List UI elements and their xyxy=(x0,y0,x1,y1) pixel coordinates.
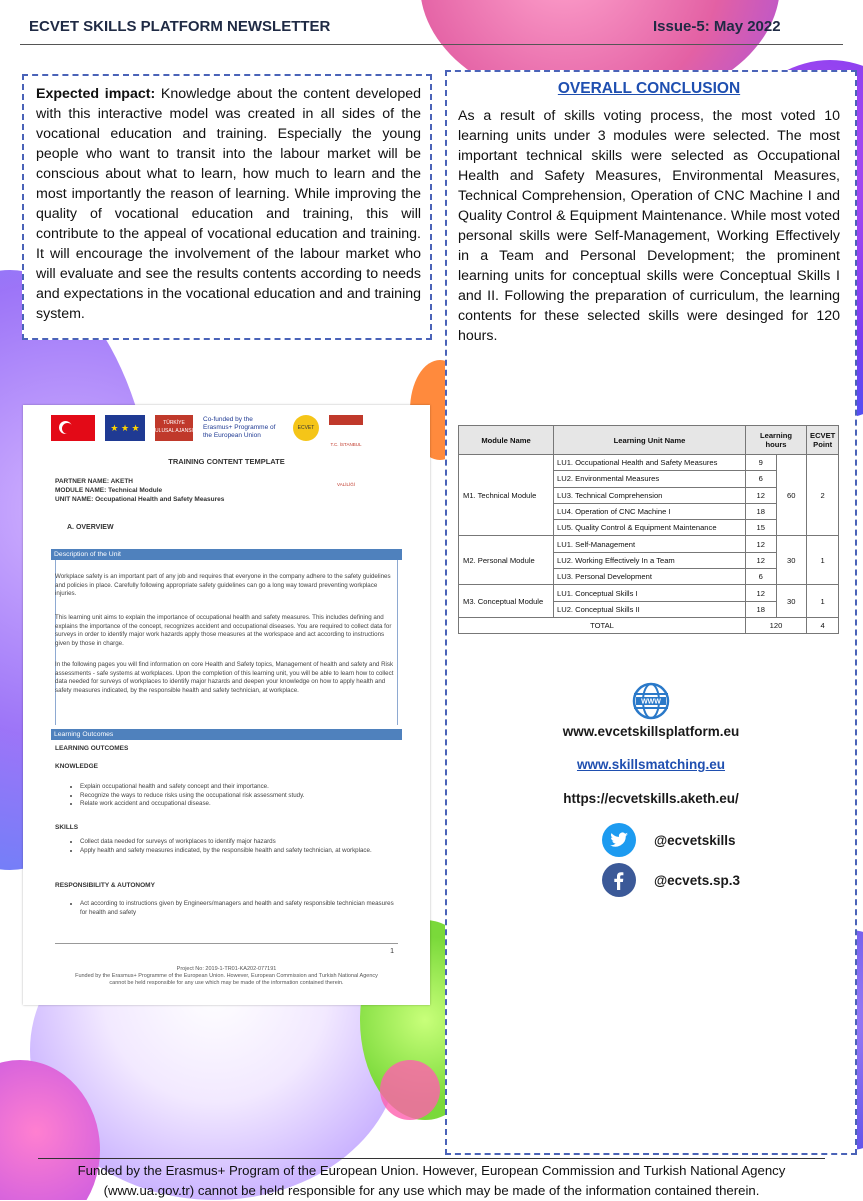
footer-line: Funded by the Erasmus+ Program of the European Union. However, European Commission and Turkish National Agency xyxy=(77,1163,786,1178)
list-item: • Apply health and safety measures indicated, by the responsible health and safety technician, at workplace. xyxy=(80,847,396,856)
description-heading-bar: Description of the Unit xyxy=(51,549,402,560)
table-total-row xyxy=(459,617,839,633)
unit-hours-cell: 18 xyxy=(746,601,777,617)
globe-icon xyxy=(632,682,670,725)
training-template-preview xyxy=(23,405,430,1005)
unit-name-cell: LU2. Environmental Measures xyxy=(554,471,746,487)
column-header: Learning Unit Name xyxy=(554,426,746,455)
unit-name-cell: LU1. Occupational Health and Safety Measures xyxy=(554,455,746,471)
unit-name-cell: LU3. Technical Comprehension xyxy=(554,487,746,503)
unit-hours-cell: 9 xyxy=(746,455,777,471)
description-paragraph: Workplace safety is an important part of any job and requires that everyone in the company adhere to the safety guidelines and policies in place. Carefully following appropriate safety guidelines can go a long way toward preventing workplace injuries. xyxy=(55,573,391,597)
description-paragraph: In the following pages you will find information on core Health and Safety topics, Management of health and safety and Risk assessments - safe systems at workplaces. Upon the completion of this learning unit, you will be able to learn how to collect data needed for surveys of workplaces to identify major hazards and deepen your knowledge on how to apply health and safety measures indicated, by the responsible health and safety technician, at workplace. xyxy=(55,661,394,694)
twitter-handle[interactable]: @ecvetskills xyxy=(654,833,736,848)
expected-impact-box xyxy=(22,74,432,340)
skills-title: SKILLS xyxy=(55,824,79,831)
unit-hours-cell: 12 xyxy=(746,536,777,552)
knowledge-list xyxy=(68,783,396,809)
unit-name-cell: LU5. Quality Control & Equipment Maintenance xyxy=(554,520,746,536)
eu-flag-logo: ★ ★ ★ xyxy=(105,415,145,441)
overview-heading: A. OVERVIEW xyxy=(67,524,114,531)
turkish-flag-logo xyxy=(51,415,95,441)
table-row xyxy=(459,455,839,471)
column-header: Module Name xyxy=(459,426,554,455)
unit-hours-cell: 12 xyxy=(746,552,777,568)
template-title: TRAINING CONTENT TEMPLATE xyxy=(168,457,285,466)
doc-page-number: 1 xyxy=(390,948,394,955)
template-meta xyxy=(55,477,224,504)
list-item: • Collect data needed for surveys of workplaces to identify major hazards xyxy=(80,838,396,847)
learning-units-table xyxy=(458,425,839,634)
description-paragraph: This learning unit aims to explain the importance of occupational health and safety measures. This includes defining and explains the importance of the concept, recognizes accident and occupational diseases. You are required to collect data for surveys in order to identify major work hazards apply those measures at the workspace and act according to instructions given by those in charge. xyxy=(55,614,392,647)
project-number: Project No: 2019-1-TR01-KA202-077191 xyxy=(176,966,277,972)
module-name-cell: M1. Technical Module xyxy=(459,455,554,536)
list-item: • Relate work accident and occupational disease. xyxy=(80,800,396,809)
list-item: • Act according to instructions given by Engineers/managers and health and safety responsible technician measures for health and safety xyxy=(80,900,396,917)
doc-footer-divider xyxy=(55,943,398,944)
module-name-cell: M3. Conceptual Module xyxy=(459,585,554,618)
facebook-handle[interactable]: @ecvets.sp.3 xyxy=(654,873,740,888)
decor-blob xyxy=(380,1060,440,1120)
module-hours-cell: 60 xyxy=(776,455,807,536)
national-agency-logo: TÜRKİYE ULUSAL AJANSI xyxy=(155,415,193,441)
unit-name-cell: LU2. Conceptual Skills II xyxy=(554,601,746,617)
outcomes-heading-bar: Learning Outcomes xyxy=(51,729,402,740)
conclusion-title: OVERALL CONCLUSION xyxy=(557,80,741,97)
module-points-cell: 1 xyxy=(807,585,839,618)
column-header: ECVET Point xyxy=(807,426,839,455)
total-hours-cell: 120 xyxy=(746,617,807,633)
table-row xyxy=(459,536,839,552)
issue-label: Issue-5: May 2022 xyxy=(653,18,781,35)
website-link-aketh[interactable]: https://ecvetskills.aketh.eu/ xyxy=(563,791,739,806)
expected-impact-paragraph xyxy=(36,84,421,324)
module-hours-cell: 30 xyxy=(776,536,807,585)
unit-name-cell: LU3. Personal Development xyxy=(554,569,746,585)
twitter-icon[interactable] xyxy=(602,823,636,857)
footer-divider xyxy=(38,1158,825,1159)
module-hours-cell: 30 xyxy=(776,585,807,618)
website-link-evcetskillsplatform[interactable]: www.evcetskillsplatform.eu xyxy=(562,724,740,739)
unit-hours-cell: 6 xyxy=(746,471,777,487)
unit-name-cell: LU4. Operation of CNC Machine I xyxy=(554,503,746,519)
list-item: • Recognize the ways to reduce risks using the occupational risk assessment study. xyxy=(80,792,396,801)
module-name-cell: M2. Personal Module xyxy=(459,536,554,585)
unit-hours-cell: 6 xyxy=(746,569,777,585)
unit-hours-cell: 12 xyxy=(746,487,777,503)
newsletter-title: ECVET SKILLS PLATFORM NEWSLETTER xyxy=(29,18,331,35)
impact-text: Knowledge about the content developed with this interactive model was created in all sides of the vocational education and training. Especially the young people who want to transit into the labour market will be conscious about what to learn, how much to learn and the most importantly the reason of learning. While improving the quality of vocational education and training, this will contribute to the appeal of vocational education and training. It will encourage the involvement of the labour market who will evaluate and see the results contents according to needs and expectations in the vocational education and and training system. xyxy=(36,86,421,322)
responsibility-list xyxy=(68,900,396,917)
unit-hours-cell: 15 xyxy=(746,520,777,536)
module-points-cell: 1 xyxy=(807,536,839,585)
list-item: • Explain occupational health and safety concept and their importance. xyxy=(80,783,396,792)
footer-line: (www.ua.gov.tr) cannot be held responsible for any use which may be made of the information contained therein. xyxy=(103,1183,760,1198)
doc-disclaimer: Funded by the Erasmus+ Programme of the European Union. However, European Commission and Turkish National Agency cannot be held responsible for any use which may be made of the information contained therein. xyxy=(75,973,378,986)
www-icon-label: WWW xyxy=(641,698,661,706)
partner-name: PARTNER NAME: AKETH xyxy=(55,478,133,485)
unit-name-cell: LU1. Self-Management xyxy=(554,536,746,552)
table-header-row xyxy=(459,426,839,455)
total-label-cell: TOTAL xyxy=(459,617,746,633)
table-row xyxy=(459,585,839,601)
unit-hours-cell: 18 xyxy=(746,503,777,519)
unit-name-cell: LU1. Conceptual Skills I xyxy=(554,585,746,601)
unit-name: UNIT NAME: Occupational Health and Safety Measures xyxy=(55,496,225,503)
governorship-logo: T.C. İSTANBUL VALİLİĞİ xyxy=(329,415,363,441)
unit-name-cell: LU2. Working Effectively In a Team xyxy=(554,552,746,568)
website-link-skillsmatching[interactable]: www.skillsmatching.eu xyxy=(576,757,726,772)
facebook-icon[interactable] xyxy=(602,863,636,897)
doc-footer xyxy=(73,966,380,987)
module-points-cell: 2 xyxy=(807,455,839,536)
ecvet-logo: ECVET xyxy=(293,415,319,441)
total-points-cell: 4 xyxy=(807,617,839,633)
header-divider xyxy=(20,44,843,45)
impact-label: Expected impact: xyxy=(36,86,156,102)
module-name: MODULE NAME: Technical Module xyxy=(55,487,163,494)
learning-outcomes-title: LEARNING OUTCOMES xyxy=(55,745,129,752)
erasmus-logo: Co-funded by the Erasmus+ Programme of the European Union xyxy=(203,416,276,439)
knowledge-title: KNOWLEDGE xyxy=(55,763,98,770)
unit-hours-cell: 12 xyxy=(746,585,777,601)
skills-list xyxy=(68,838,396,855)
conclusion-text: As a result of skills voting process, the most voted 10 learning units under 3 modules were selected. The most important technical skills were selected as Occupational Health and Safety Measures, Environmental Measures, Technical Comprehension, Operation of CNC Machine I and Quality Control & Equipment Maintenance. While most voted personal skills were Self-Management, Working Effectively in a Team and Personal Development; the prominent learning units for conceptual skills were Conceptual Skills I and II. Following the preparation of curriculum, the learning contents for these selected skills were desinged for 120 hours. xyxy=(458,108,840,344)
responsibility-title: RESPONSIBILITY & AUTONOMY xyxy=(55,882,155,889)
column-header: Learning hours xyxy=(746,426,807,455)
page-footer xyxy=(40,1161,823,1201)
